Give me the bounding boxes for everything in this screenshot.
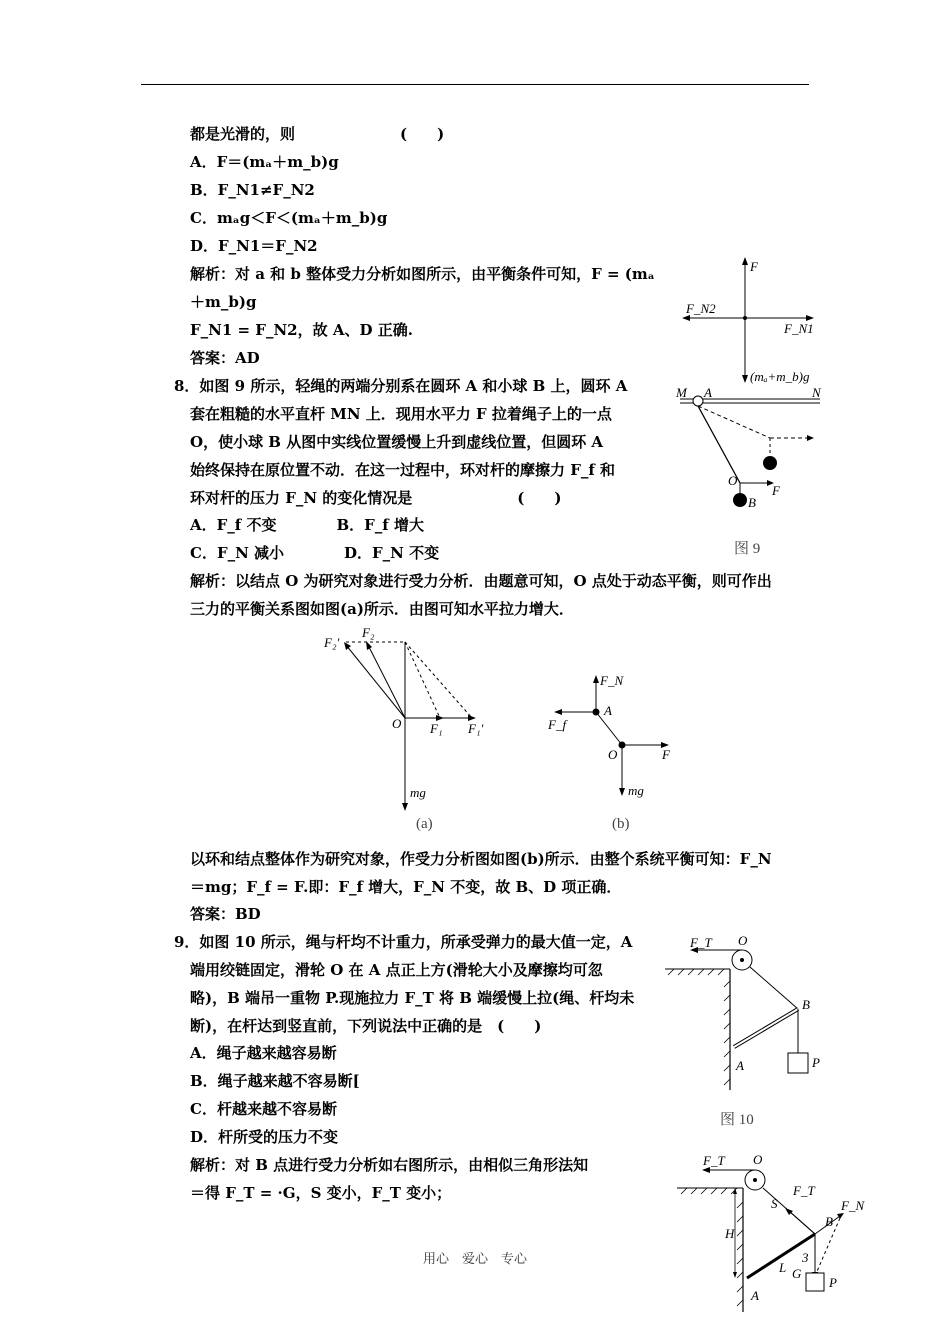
answer-line: 答案：BD bbox=[190, 905, 261, 923]
figa-label: F₁′ bbox=[468, 721, 484, 736]
analysis-line: 解析：对 B 点进行受力分析如右图所示，由相似三角形法知 bbox=[190, 1156, 589, 1174]
fig11-label: F_T bbox=[793, 1183, 815, 1198]
analysis-line: ＝得 F_T = ·G，S 变小，F_T 变小； bbox=[190, 1184, 452, 1202]
fig9-label: A bbox=[704, 385, 712, 400]
figure-a bbox=[320, 625, 500, 815]
fig11-label: S bbox=[771, 1196, 778, 1211]
fig11-label: O bbox=[753, 1152, 763, 1167]
fig1-label: F_N1 bbox=[784, 321, 814, 336]
header-rule bbox=[141, 84, 809, 85]
figb-label: F bbox=[662, 747, 670, 762]
analysis-line: ＋m_b)g bbox=[190, 293, 257, 311]
analysis-line: 解析：以结点 O 为研究对象进行受力分析．由题意可知，O 点处于动态平衡，则可作出 bbox=[190, 572, 772, 590]
fig11-label: A bbox=[751, 1288, 759, 1303]
fig11-label: F_N bbox=[841, 1198, 865, 1213]
option-c: C．杆越来越不容易断 bbox=[190, 1100, 337, 1118]
question-line: 断)，在杆达到竖直前，下列说法中正确的是 ( ) bbox=[190, 1017, 542, 1035]
figure-10 bbox=[660, 935, 835, 1095]
fig10-label: O bbox=[738, 933, 748, 948]
analysis-line: F_N1 = F_N2，故 A、D 正确. bbox=[190, 321, 413, 339]
option-row: A．F_f 不变 B．F_f 增大 bbox=[190, 516, 424, 534]
answer-line: 答案：AD bbox=[190, 349, 260, 367]
figure-9 bbox=[670, 385, 830, 515]
figb-label: F_f bbox=[548, 717, 567, 732]
option-b: B．F_N1≠F_N2 bbox=[190, 181, 315, 199]
figb-label: A bbox=[604, 703, 612, 718]
question-8: 8．如图 9 所示，轻绳的两端分别系在圆环 A 和小球 B 上，圆环 A bbox=[174, 377, 628, 395]
fig10-label: F_T bbox=[690, 935, 712, 950]
question-line: 略)，B 端吊一重物 P.现施拉力 F_T 将 B 端缓慢上拉(绳、杆均未 bbox=[190, 989, 635, 1007]
fig11-label: H bbox=[725, 1226, 735, 1241]
figure-a-caption: (a) bbox=[416, 816, 433, 832]
analysis-line: 以环和结点整体作为研究对象，作受力分析图如图(b)所示．由整个系统平衡可知：F_N bbox=[190, 850, 772, 868]
figure-b-caption: (b) bbox=[612, 816, 630, 832]
option-d: D．F_N1＝F_N2 bbox=[190, 237, 318, 255]
option-row: C．F_N 减小 D．F_N 不变 bbox=[190, 544, 440, 562]
fig11-label: L bbox=[779, 1260, 787, 1275]
fig11-label: P bbox=[829, 1275, 837, 1290]
fig1-label: F_N2 bbox=[686, 301, 716, 316]
analysis-line: 三力的平衡关系图如图(a)所示．由图可知水平拉力增大． bbox=[190, 600, 574, 618]
fig1-label: (mₐ+m_b)g bbox=[750, 369, 810, 384]
fig9-label: B bbox=[748, 495, 756, 510]
question-line: 始终保持在原位置不动．在这一过程中，环对杆的摩擦力 F_f 和 bbox=[190, 461, 616, 479]
figb-label: F_N bbox=[600, 673, 624, 688]
fig11-label: 3 bbox=[802, 1250, 809, 1265]
page-footer: 用心 爱心 专心 bbox=[422, 1252, 527, 1267]
option-a: A．绳子越来越容易断 bbox=[190, 1044, 337, 1062]
fig9-label: M bbox=[676, 385, 687, 400]
figure-9-caption: 图 9 bbox=[734, 541, 761, 557]
question-9: 9．如图 10 所示，绳与杆均不计重力，所承受弹力的最大值一定，A bbox=[174, 933, 633, 951]
figa-label: O bbox=[392, 716, 402, 731]
option-a: A．F＝(mₐ＋m_b)g bbox=[190, 153, 339, 171]
option-b: B．绳子越来越不容易断[ bbox=[190, 1072, 360, 1090]
figure-10-caption: 图 10 bbox=[720, 1112, 754, 1128]
fig11-label: F_T bbox=[703, 1153, 725, 1168]
analysis-line: ＝mg；F_f = F.即：F_f 增大，F_N 不变，故 B、D 项正确． bbox=[190, 878, 622, 896]
question-line: 套在粗糙的水平直杆 MN 上．现用水平力 F 拉着绳子上的一点 bbox=[190, 405, 612, 423]
text-line: 都是光滑的，则 ( ) bbox=[190, 125, 445, 143]
figa-label: F₂ bbox=[362, 625, 375, 640]
fig9-label: F bbox=[772, 483, 780, 498]
fig9-label: O bbox=[728, 473, 738, 488]
fig11-label: G bbox=[792, 1266, 802, 1281]
figure-b bbox=[540, 665, 690, 815]
figa-label: F₂′ bbox=[324, 635, 340, 650]
option-d: D．杆所受的压力不变 bbox=[190, 1128, 339, 1146]
figa-label: F₁ bbox=[430, 721, 443, 736]
fig1-label: F bbox=[750, 259, 758, 274]
fig10-label: B bbox=[802, 997, 810, 1012]
analysis-line: 解析：对 a 和 b 整体受力分析如图所示，由平衡条件可知，F = (mₐ bbox=[190, 265, 655, 283]
figb-label: O bbox=[608, 747, 618, 762]
fig11-label: B bbox=[825, 1214, 833, 1229]
figure-11 bbox=[675, 1150, 865, 1315]
question-line: O，使小球 B 从图中实线位置缓慢上升到虚线位置，但圆环 A bbox=[190, 433, 604, 451]
fig9-label: N bbox=[812, 385, 821, 400]
question-line: 端用绞链固定，滑轮 O 在 A 点正上方(滑轮大小及摩擦均可忽 bbox=[190, 961, 603, 979]
option-c: C．mₐg＜F＜(mₐ＋m_b)g bbox=[190, 209, 388, 227]
question-line: 环对杆的压力 F_N 的变化情况是 ( ) bbox=[190, 489, 562, 507]
fig10-label: A bbox=[736, 1058, 744, 1073]
fig10-label: P bbox=[812, 1055, 820, 1070]
force-diagram-1 bbox=[680, 255, 820, 385]
figa-label: mg bbox=[410, 785, 426, 800]
figb-label: mg bbox=[628, 783, 644, 798]
